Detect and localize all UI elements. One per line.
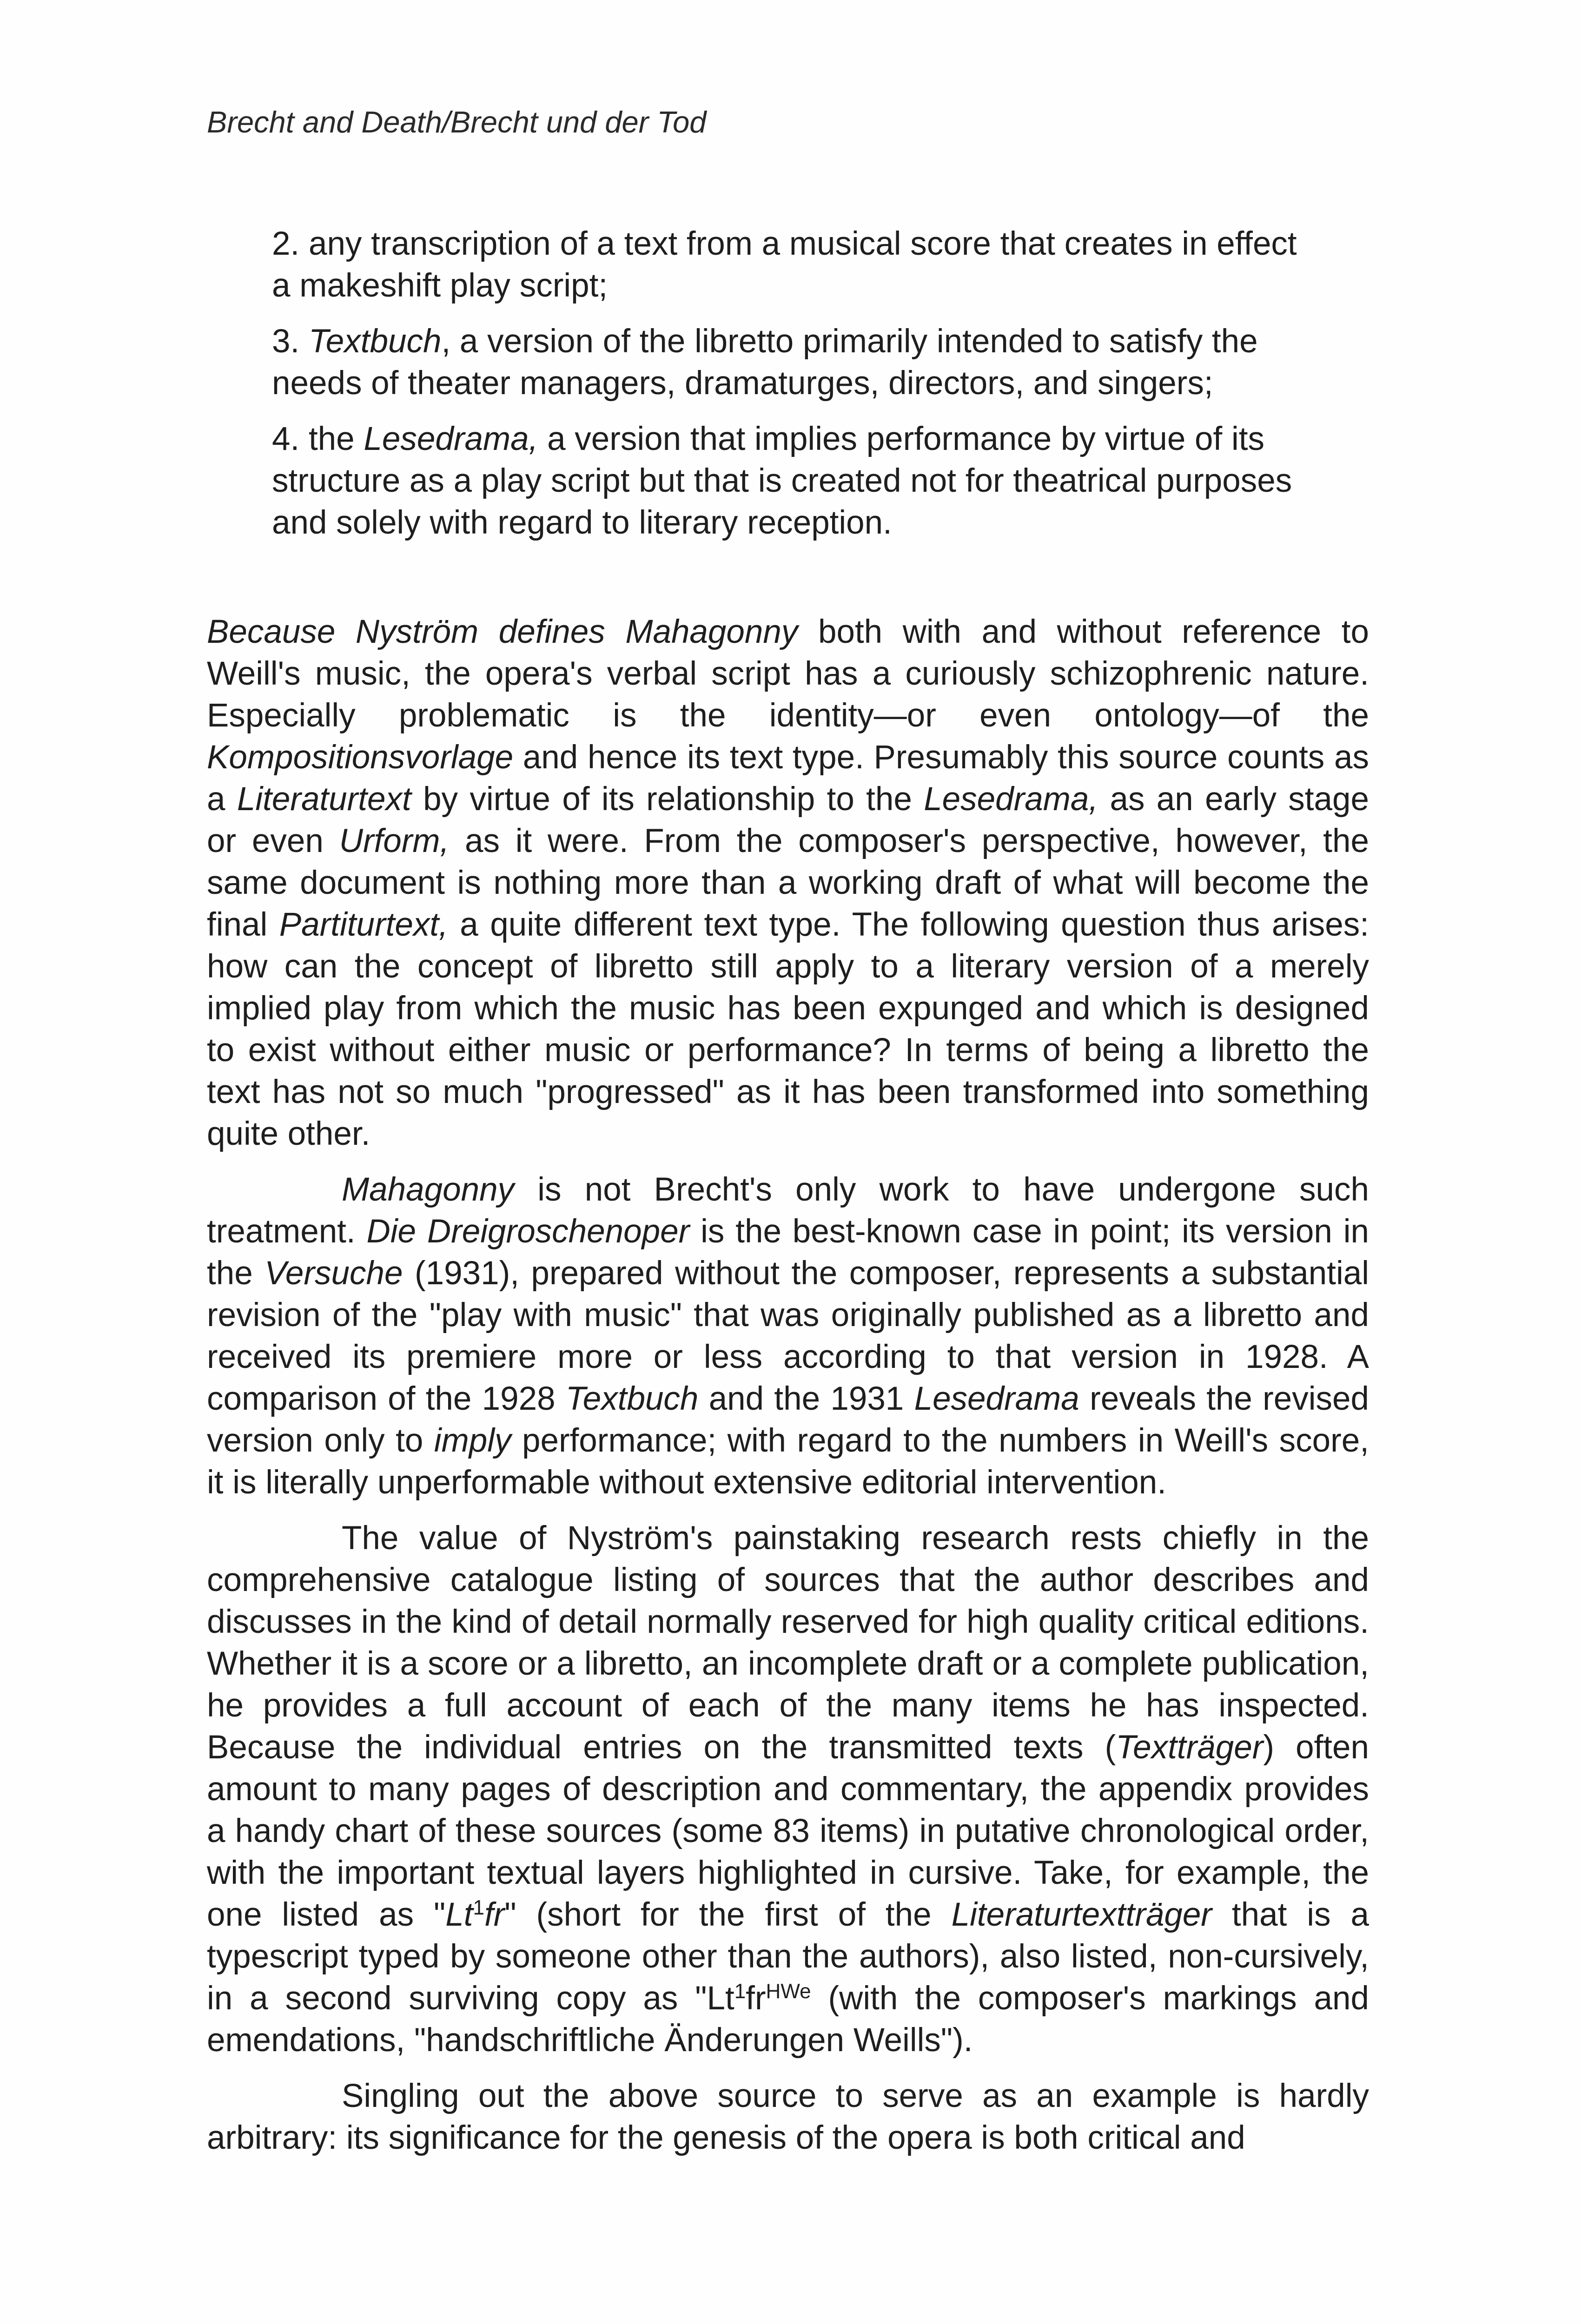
list-item-number: 3. <box>272 323 300 360</box>
numbered-list <box>272 223 1299 558</box>
text-span: Textträger <box>1116 1729 1263 1766</box>
text-span: Mahagonny <box>342 1171 515 1208</box>
text-span: Literaturtext <box>237 781 411 818</box>
list-item-number: 4. <box>272 421 300 457</box>
superscript: HWe <box>766 1980 811 2003</box>
text-span: Literaturtextträger <box>951 1896 1212 1933</box>
text-span: fr <box>746 1980 766 2017</box>
list-item-text: a version that implies performance by virtue of its structure as a play script but that is created not for theatrical purposes and solely with regard to literary reception. <box>272 421 1292 541</box>
paragraph-3 <box>207 1518 1369 2061</box>
list-item-term: Lesedrama, <box>364 421 538 457</box>
text-span: as an early stage or even <box>207 781 1369 859</box>
text-span: that is a typescript typed by someone other than the authors), also listed, non-cursively, in a second surviving copy as "Lt <box>207 1896 1369 2017</box>
text-span: is the best-known case in point; its version in the <box>207 1213 1369 1292</box>
list-item-text: , a version of the libretto primarily intended to satisfy the needs of theater managers, dramaturges, directors, and singers; <box>272 323 1258 402</box>
text-span: a quite different text type. The following question thus arises: how can the concept of libretto still apply to a literary version of a merely implied play from which the music has been expunged and which is designed to exist without either music or performance? In terms of being a libretto the text has not so much "progressed" as it has been transformed into something quite other. <box>207 906 1369 1152</box>
text-span: Versuche <box>265 1255 403 1292</box>
text-span: as it were. From the composer's perspective, however, the same document is nothing more than a working draft of what will become the final <box>207 823 1369 943</box>
list-item-prefix: the <box>308 421 355 457</box>
text-span: by virtue of its relationship to the <box>423 781 912 818</box>
list-item <box>272 321 1299 404</box>
text-span: (with the composer's markings and emendations, "handschriftliche Änderungen Weills"). <box>207 1980 1369 2059</box>
text-span: ) often amount to many pages of description and commentary, the appendix provides a handy chart of these sources (some 83 items) in putative chronological order, with the important textual layers highlighted in cursive. Take, for example, the one listed as " <box>207 1729 1369 1933</box>
superscript: 1 <box>473 1896 484 1919</box>
text-span: and the 1931 <box>708 1380 904 1417</box>
text-span: Singling out the above source to serve as an example is hardly arbitrary: its significance for the genesis of the opera is both critical and <box>207 2078 1369 2156</box>
text-span: (1931), prepared without the composer, represents a substantial revision of the "play with music" that was originally published as a libretto and received its premiere more or less according to that version in 1928. A comparison of the 1928 <box>207 1255 1369 1417</box>
text-span: fr <box>484 1896 505 1933</box>
text-span: Kompositionsvorlage <box>207 739 514 776</box>
text-span: Because Nyström defines Mahagonny <box>207 614 798 650</box>
text-span: Lt <box>445 1896 473 1933</box>
text-span: Lesedrama, <box>924 781 1098 818</box>
list-item-term: Textbuch <box>308 323 442 360</box>
text-span: Urform, <box>339 823 450 859</box>
paragraph-2 <box>207 1169 1369 1504</box>
running-header: Brecht and Death/Brecht und der Tod <box>207 105 707 139</box>
list-item-number: 2. <box>272 225 300 262</box>
text-span: reveals the revised version only to <box>207 1380 1369 1459</box>
list-item <box>272 418 1299 544</box>
text-span: Textbuch <box>565 1380 699 1417</box>
list-item <box>272 223 1299 307</box>
text-span: Partiturtext, <box>279 906 448 943</box>
list-item-text: any transcription of a text from a musical score that creates in effect a makeshift play script; <box>272 225 1297 304</box>
text-span: and hence its text type. Presumably this source counts as a <box>207 739 1369 818</box>
text-span: The value of Nyström's painstaking research rests chiefly in the comprehensive catalogue listing of sources that the author describes and discusses in the kind of detail normally reserved for high quality critical editions. Whether it is a score or a libretto, an incomplete draft or a complete publication, he provides a full account of each of the many items he has inspected. Because the individual entries on the transmitted texts ( <box>207 1520 1369 1766</box>
superscript: 1 <box>734 1980 746 2003</box>
paragraph-1 <box>207 611 1369 1155</box>
text-span: is not Brecht's only work to have undergone such treatment. <box>207 1171 1369 1250</box>
text-span: " (short for the first of the <box>504 1896 932 1933</box>
paragraph-4 <box>207 2075 1369 2159</box>
text-span: Lesedrama <box>914 1380 1079 1417</box>
text-span: both with and without reference to Weill's music, the opera's verbal script has a curiously schizophrenic nature. Especially problematic is the identity—or even ontology—of the <box>207 614 1369 734</box>
body-text <box>207 611 1369 2173</box>
text-span: Die Dreigroschenoper <box>366 1213 690 1250</box>
text-span: imply <box>434 1422 511 1459</box>
text-span: performance; with regard to the numbers in Weill's score, it is literally unperformable without extensive editorial intervention. <box>207 1422 1369 1501</box>
